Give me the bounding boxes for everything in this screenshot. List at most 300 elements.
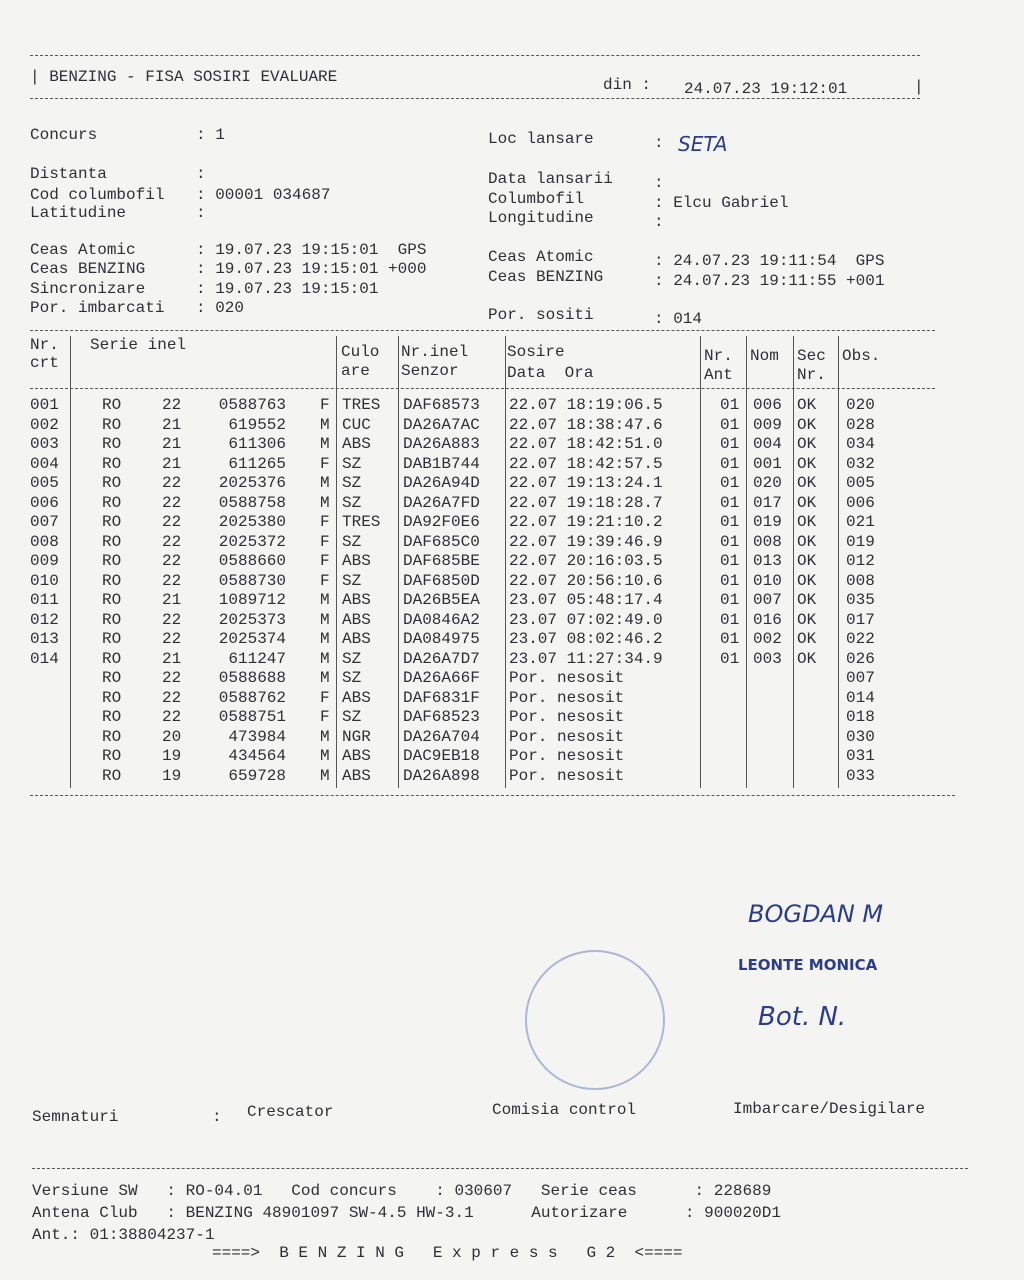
cell-obs: 007 [846, 669, 875, 687]
cell-sensor: DA26A883 [403, 435, 480, 453]
field-label: Data lansarii [488, 170, 613, 188]
cell-ring-number: 2025374 [218, 630, 286, 648]
field-value: : 19.07.23 19:15:01 [196, 280, 379, 298]
cell-arrival: Por. nesosit [509, 669, 625, 687]
cell-year: 22 [162, 688, 182, 707]
table-row [0, 611, 1024, 630]
table-row [0, 591, 1024, 610]
cell-sensor: DAF685BE [403, 552, 480, 570]
cell-country: RO [102, 513, 122, 531]
cell-nom: 009 [753, 415, 782, 434]
cell-nom: 020 [753, 474, 782, 492]
cell-nr-ant: 01 [720, 649, 740, 668]
table-row [0, 708, 1024, 727]
cell-crt: 014 [30, 649, 59, 668]
cell-sec: OK [797, 493, 817, 512]
divider [32, 1168, 968, 1169]
cell-sensor: DA084975 [403, 630, 480, 648]
cell-country: RO [102, 727, 122, 746]
cell-ring-number: 0588730 [218, 571, 286, 590]
cell-obs: 006 [846, 493, 875, 512]
cell-year: 22 [162, 669, 182, 687]
table-row [0, 650, 1024, 669]
cell-sensor: DA26A7AC [403, 415, 480, 434]
field-value: : 19.07.23 19:15:01 +000 [196, 260, 427, 278]
cell-arrival: 23.07 07:02:49.0 [509, 610, 663, 629]
cell-ring-number: 611265 [228, 454, 286, 473]
cell-obs: 030 [846, 727, 875, 746]
divider [30, 55, 920, 56]
cell-nom: 008 [753, 532, 782, 551]
table-row [0, 552, 1024, 571]
cell-nr-ant: 01 [720, 493, 740, 512]
cell-crt: 005 [30, 474, 59, 492]
cell-obs: 021 [846, 513, 875, 531]
column-header-secnr: Nr. [797, 366, 826, 384]
cell-sec: OK [797, 552, 817, 570]
cell-arrival: 22.07 20:16:03.5 [509, 552, 663, 570]
column-header-serie: Serie inel [90, 336, 187, 354]
column-header-nr2: Nr. [704, 347, 733, 365]
cell-crt: 013 [30, 630, 59, 648]
field-value: : 014 [654, 310, 703, 328]
cell-nr-ant: 01 [720, 610, 740, 629]
divider [30, 330, 935, 331]
footer-line-2: Antena Club : BENZING 48901097 SW-4.5 HW-3.1 Autorizare : 900020D1 [32, 1204, 781, 1222]
cell-country: RO [102, 474, 122, 492]
field-value: : [196, 165, 206, 183]
cell-year: 20 [162, 727, 182, 746]
cell-obs: 035 [846, 591, 875, 609]
cell-year: 21 [162, 454, 182, 473]
cell-color: SZ [342, 474, 362, 492]
cell-nom: 010 [753, 571, 782, 590]
cell-nr-ant: 01 [720, 415, 740, 434]
cell-sensor: DA0846A2 [403, 610, 480, 629]
cell-nom: 017 [753, 493, 782, 512]
cell-sec: OK [797, 415, 817, 434]
cell-nom: 001 [753, 454, 782, 473]
cell-year: 19 [162, 766, 182, 785]
cell-crt: 010 [30, 571, 59, 590]
column-header-culo: Culo [341, 343, 380, 361]
field-value: : Elcu Gabriel [654, 194, 789, 212]
stamp-name: LEONTE MONICA [738, 956, 878, 974]
cell-sex: M [320, 474, 330, 492]
cell-obs: 031 [846, 747, 875, 765]
cell-nom: 006 [753, 396, 782, 414]
table-row [0, 747, 1024, 766]
cell-sensor: DAF6831F [403, 688, 480, 707]
signatures-label: Semnaturi [32, 1108, 119, 1126]
cell-sec: OK [797, 630, 817, 648]
cell-sec: OK [797, 435, 817, 453]
column-header-data_ora: Data Ora [507, 364, 594, 382]
cell-obs: 005 [846, 474, 875, 492]
cell-sex: F [320, 688, 330, 707]
cell-obs: 026 [846, 649, 875, 668]
cell-sec: OK [797, 474, 817, 492]
cell-year: 19 [162, 747, 182, 765]
field-value: : [654, 213, 664, 231]
cell-crt: 003 [30, 435, 59, 453]
cell-obs: 032 [846, 454, 875, 473]
cell-sex: F [320, 532, 330, 551]
cell-sensor: DAF68573 [403, 396, 480, 414]
cell-sex: F [320, 454, 330, 473]
cell-color: SZ [342, 493, 362, 512]
date-label: din : [603, 76, 652, 94]
cell-sensor: DAF6850D [403, 571, 480, 590]
cell-sec: OK [797, 454, 817, 473]
cell-sensor: DA26A704 [403, 727, 480, 746]
cell-year: 22 [162, 571, 182, 590]
cell-year: 22 [162, 474, 182, 492]
cell-arrival: Por. nesosit [509, 747, 625, 765]
cell-nr-ant: 01 [720, 513, 740, 531]
cell-arrival: Por. nesosit [509, 708, 625, 726]
cell-crt: 002 [30, 415, 59, 434]
field-value: : [654, 134, 664, 152]
cell-ring-number: 611306 [228, 435, 286, 453]
cell-sex: M [320, 630, 330, 648]
cell-nom: 002 [753, 630, 782, 648]
footer-line-1: Versiune SW : RO-04.01 Cod concurs : 030607 Serie ceas : 228689 [32, 1182, 772, 1200]
cell-arrival: Por. nesosit [509, 688, 625, 707]
field-label: Ceas Atomic [488, 248, 594, 266]
field-value: : 24.07.23 19:11:54 GPS [654, 252, 885, 270]
divider [30, 388, 935, 389]
cell-country: RO [102, 435, 122, 453]
field-label: Ceas BENZING [488, 268, 604, 286]
cell-color: ABS [342, 552, 371, 570]
cell-obs: 008 [846, 571, 875, 590]
cell-obs: 022 [846, 630, 875, 648]
field-value: : 24.07.23 19:11:55 +001 [654, 272, 885, 290]
cell-sex: M [320, 415, 330, 434]
field-value: : 00001 034687 [196, 186, 331, 204]
cell-arrival: 22.07 19:13:24.1 [509, 474, 663, 492]
cell-sex: F [320, 552, 330, 570]
cell-year: 22 [162, 532, 182, 551]
field-label: Columbofil [488, 190, 585, 208]
cell-obs: 020 [846, 396, 875, 414]
cell-sex: M [320, 435, 330, 453]
field-label: Loc lansare [488, 130, 594, 148]
field-label: Ceas Atomic [30, 241, 136, 259]
cell-sex: F [320, 571, 330, 590]
cell-arrival: 22.07 19:21:10.2 [509, 513, 663, 531]
cell-sensor: DA26A7FD [403, 493, 480, 512]
cell-year: 22 [162, 610, 182, 629]
cell-nr-ant: 01 [720, 571, 740, 590]
table-row [0, 728, 1024, 747]
table-row [0, 630, 1024, 649]
cell-nr-ant: 01 [720, 474, 740, 492]
cell-sex: M [320, 591, 330, 609]
cell-sec: OK [797, 591, 817, 609]
cell-sex: M [320, 747, 330, 765]
cell-color: SZ [342, 454, 362, 473]
field-value: : [196, 204, 206, 222]
cell-arrival: 23.07 08:02:46.2 [509, 630, 663, 648]
divider [30, 795, 955, 796]
cell-sensor: DAB1B744 [403, 454, 480, 473]
cell-ring-number: 434564 [228, 747, 286, 765]
field-label: Distanta [30, 165, 107, 183]
cell-sex: M [320, 669, 330, 687]
cell-sensor: DAF68523 [403, 708, 480, 726]
cell-sec: OK [797, 396, 817, 414]
column-header-nrinel: Nr.inel [401, 343, 469, 361]
cell-sex: M [320, 610, 330, 629]
cell-nr-ant: 01 [720, 396, 740, 414]
cell-arrival: 22.07 18:38:47.6 [509, 415, 663, 434]
cell-year: 22 [162, 708, 182, 726]
column-header-are: are [341, 362, 370, 380]
table-row [0, 455, 1024, 474]
cell-arrival: 22.07 18:19:06.5 [509, 396, 663, 414]
cell-crt: 012 [30, 610, 59, 629]
cell-sec: OK [797, 610, 817, 629]
club-stamp [525, 950, 665, 1090]
cell-ring-number: 0588660 [218, 552, 286, 570]
field-label: Sincronizare [30, 280, 146, 298]
cell-sec: OK [797, 571, 817, 590]
cell-ring-number: 2025373 [218, 610, 286, 629]
cell-arrival: Por. nesosit [509, 766, 625, 785]
field-value: : 19.07.23 19:15:01 GPS [196, 241, 427, 259]
colon: : [212, 1108, 222, 1126]
column-header-obs: Obs. [842, 347, 881, 365]
cell-year: 22 [162, 493, 182, 512]
cell-crt: 008 [30, 532, 59, 551]
cell-country: RO [102, 688, 122, 707]
cell-country: RO [102, 610, 122, 629]
cell-sex: F [320, 513, 330, 531]
cell-color: ABS [342, 766, 371, 785]
cell-country: RO [102, 708, 122, 726]
cell-nom: 003 [753, 649, 782, 668]
cell-crt: 004 [30, 454, 59, 473]
cell-obs: 034 [846, 435, 875, 453]
cell-arrival: 22.07 19:18:28.7 [509, 493, 663, 512]
cell-nr-ant: 01 [720, 552, 740, 570]
cell-arrival: 22.07 20:56:10.6 [509, 571, 663, 590]
cell-country: RO [102, 454, 122, 473]
cell-nr-ant: 01 [720, 532, 740, 551]
cell-nom: 007 [753, 591, 782, 609]
cell-year: 22 [162, 552, 182, 570]
cell-crt: 011 [30, 591, 59, 609]
cell-year: 22 [162, 396, 182, 414]
box-edge: | [914, 78, 924, 96]
cell-color: CUC [342, 415, 371, 434]
cell-color: NGR [342, 727, 371, 746]
cell-color: SZ [342, 669, 362, 687]
field-label: Cod columbofil [30, 186, 165, 204]
table-row [0, 435, 1024, 454]
field-label: Por. sositi [488, 306, 594, 324]
cell-year: 21 [162, 649, 182, 668]
cell-country: RO [102, 649, 122, 668]
footer-line-3: Ant.: 01:38804237-1 [32, 1226, 215, 1244]
field-label: Ceas BENZING [30, 260, 146, 278]
cell-ring-number: 619552 [228, 415, 286, 434]
cell-country: RO [102, 630, 122, 648]
crescator-label: Crescator [247, 1103, 334, 1121]
cell-sex: M [320, 766, 330, 785]
cell-ring-number: 659728 [228, 766, 286, 785]
cell-obs: 019 [846, 532, 875, 551]
cell-obs: 028 [846, 415, 875, 434]
cell-nr-ant: 01 [720, 435, 740, 453]
field-value: : 1 [196, 126, 225, 144]
cell-color: TRES [342, 513, 381, 531]
table-row [0, 513, 1024, 532]
cell-country: RO [102, 493, 122, 512]
cell-arrival: 22.07 18:42:51.0 [509, 435, 663, 453]
cell-ring-number: 0588751 [218, 708, 286, 726]
cell-country: RO [102, 532, 122, 551]
column-header-sosire: Sosire [507, 343, 565, 361]
cell-country: RO [102, 571, 122, 590]
cell-country: RO [102, 415, 122, 434]
footer-line-4: ====> B E N Z I N G E x p r e s s G 2 <==== [212, 1244, 683, 1262]
cell-sensor: DA26A898 [403, 766, 480, 785]
cell-country: RO [102, 591, 122, 609]
cell-ring-number: 0588758 [218, 493, 286, 512]
cell-sex: F [320, 396, 330, 414]
field-label: Latitudine [30, 204, 127, 222]
table-row [0, 494, 1024, 513]
cell-color: ABS [342, 610, 371, 629]
field-value: : 020 [196, 299, 245, 317]
field-label: Concurs [30, 126, 98, 144]
document-title: | BENZING - FISA SOSIRI EVALUARE [30, 68, 338, 86]
cell-year: 21 [162, 435, 182, 453]
cell-year: 21 [162, 591, 182, 609]
table-row [0, 689, 1024, 708]
column-header-senzor: Senzor [401, 362, 459, 380]
cell-arrival: 22.07 19:39:46.9 [509, 532, 663, 551]
cell-nr-ant: 01 [720, 591, 740, 609]
handwritten-signature-3: Bot. N. [758, 1002, 847, 1032]
cell-arrival: 22.07 18:42:57.5 [509, 454, 663, 473]
column-header-nr: Nr. [30, 336, 59, 354]
cell-sex: F [320, 708, 330, 726]
cell-ring-number: 2025372 [218, 532, 286, 551]
cell-ring-number: 611247 [228, 649, 286, 668]
table-row [0, 572, 1024, 591]
cell-nom: 016 [753, 610, 782, 629]
cell-ring-number: 473984 [228, 727, 286, 746]
cell-obs: 012 [846, 552, 875, 570]
handwritten-loc-lansare: SETA [678, 132, 728, 156]
cell-sensor: DA26A7D7 [403, 649, 480, 668]
cell-arrival: 23.07 11:27:34.9 [509, 649, 663, 668]
column-header-crt: crt [30, 354, 59, 372]
cell-year: 21 [162, 415, 182, 434]
cell-sex: M [320, 493, 330, 512]
cell-crt: 006 [30, 493, 59, 512]
table-row [0, 396, 1024, 415]
cell-nom: 013 [753, 552, 782, 570]
cell-crt: 007 [30, 513, 59, 531]
divider [30, 98, 920, 99]
cell-arrival: Por. nesosit [509, 727, 625, 746]
cell-ring-number: 0588762 [218, 688, 286, 707]
cell-obs: 033 [846, 766, 875, 785]
cell-ring-number: 1089712 [218, 591, 286, 609]
cell-sex: M [320, 727, 330, 746]
cell-crt: 009 [30, 552, 59, 570]
column-header-sec: Sec [797, 347, 826, 365]
cell-year: 22 [162, 513, 182, 531]
cell-nom: 019 [753, 513, 782, 531]
cell-color: ABS [342, 747, 371, 765]
column-header-nom: Nom [750, 347, 779, 365]
table-row [0, 474, 1024, 493]
cell-color: ABS [342, 435, 371, 453]
table-row [0, 669, 1024, 688]
table-row [0, 533, 1024, 552]
cell-country: RO [102, 669, 122, 687]
cell-sensor: DA26A94D [403, 474, 480, 492]
column-header-ant: Ant [704, 366, 733, 384]
field-label: Por. imbarcati [30, 299, 165, 317]
cell-sensor: DA92F0E6 [403, 513, 480, 531]
cell-ring-number: 2025380 [218, 513, 286, 531]
imbarcare-label: Imbarcare/Desigilare [733, 1100, 926, 1118]
table-row [0, 767, 1024, 786]
cell-nr-ant: 01 [720, 454, 740, 473]
cell-ring-number: 2025376 [218, 474, 286, 492]
cell-obs: 018 [846, 708, 875, 726]
field-value: : [654, 174, 664, 192]
cell-sec: OK [797, 649, 817, 668]
cell-country: RO [102, 766, 122, 785]
cell-color: ABS [342, 688, 371, 707]
cell-sensor: DA26B5EA [403, 591, 480, 609]
cell-color: SZ [342, 571, 362, 590]
cell-obs: 014 [846, 688, 875, 707]
cell-color: TRES [342, 396, 381, 414]
cell-year: 22 [162, 630, 182, 648]
cell-crt: 001 [30, 396, 59, 414]
cell-ring-number: 0588763 [218, 396, 286, 414]
cell-sec: OK [797, 532, 817, 551]
cell-arrival: 23.07 05:48:17.4 [509, 591, 663, 609]
table-row [0, 416, 1024, 435]
cell-nr-ant: 01 [720, 630, 740, 648]
comisia-label: Comisia control [492, 1101, 637, 1119]
date-value: 24.07.23 19:12:01 [684, 80, 848, 98]
cell-color: ABS [342, 591, 371, 609]
cell-country: RO [102, 552, 122, 570]
cell-obs: 017 [846, 610, 875, 629]
cell-color: SZ [342, 649, 362, 668]
cell-ring-number: 0588688 [218, 669, 286, 687]
cell-sensor: DAC9EB18 [403, 747, 480, 765]
cell-sex: M [320, 649, 330, 668]
cell-country: RO [102, 747, 122, 765]
cell-color: ABS [342, 630, 371, 648]
cell-sensor: DAF685C0 [403, 532, 480, 551]
cell-country: RO [102, 396, 122, 414]
cell-nom: 004 [753, 435, 782, 453]
handwritten-signature-1: BOGDAN M [748, 900, 884, 928]
